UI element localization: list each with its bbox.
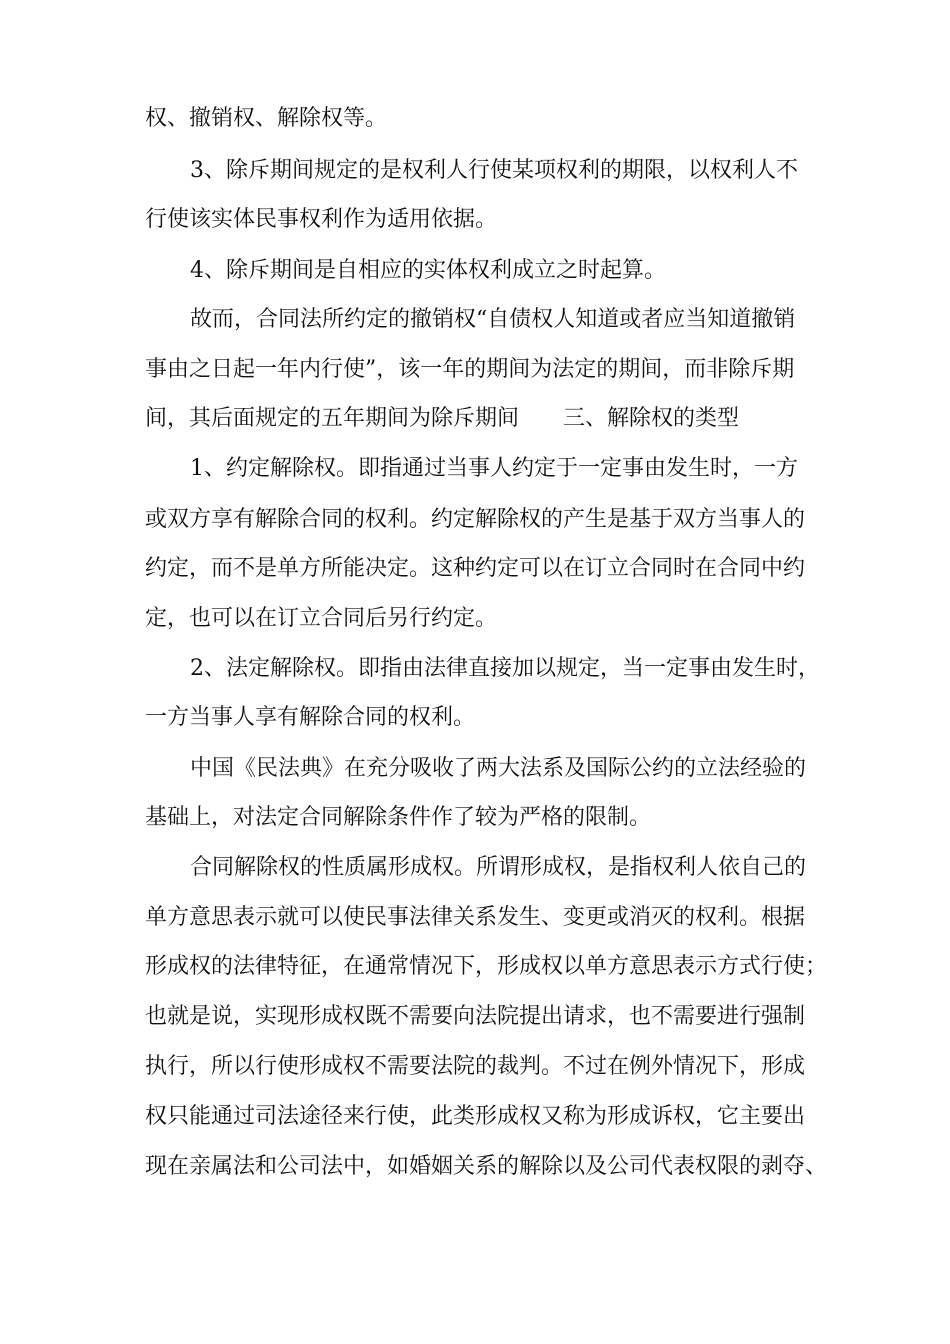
text-line: 事由之日起一年内行使”，该一年的期间为法定的期间，而非除斥期 [145,357,795,382]
text-line: 现在亲属法和公司法中，如婚姻关系的解除以及公司代表权限的剥夺、 [145,1154,828,1179]
text-line [145,404,739,434]
text-line: 定，也可以在订立合同后另行约定。 [145,606,498,631]
text-line: 1、约定解除权。即指通过当事人约定于一定事由发生时，一方 [190,456,798,481]
text-line: 2、法定解除权。即指由法律直接加以规定，当一定事由发生时， [190,656,820,681]
text-line: 形成权的法律特征，在通常情况下，形成权以单方意思表示方式行使； [145,954,828,979]
text-line: 单方意思表示就可以使民事法律关系发生、变更或消灭的权利。根据 [145,905,806,930]
text-line: 也就是说，实现形成权既不需要向法院提出请求，也不需要进行强制 [145,1004,806,1029]
text-line: 行使该实体民事权利作为适用依据。 [145,207,498,232]
text-line: 中国《民法典》在充分吸收了两大法系及国际公约的立法经验的 [190,756,807,781]
text-line: 4、除斥期间是自相应的实体权利成立之时起算。 [190,258,666,283]
text-line: 约定，而不是单方所能决定。这种约定可以在订立合同时在合同中约 [145,556,806,581]
text-line: 合同解除权的性质属形成权。所谓形成权，是指权利人依自己的 [190,855,807,880]
text-line: 权只能通过司法途径来行使，此类形成权又称为形成诉权，它主要出 [145,1104,806,1129]
text-line: 权、撤销权、解除权等。 [145,106,388,131]
section-heading: 三、解除权的类型 [563,406,740,431]
text-line: 基础上，对法定合同解除条件作了较为严格的限制。 [145,805,652,830]
text-line: 一方当事人享有解除合同的权利。 [145,705,476,730]
text-line: 3、除斥期间规定的是权利人行使某项权利的期限，以权利人不 [190,158,798,183]
text-fragment: 间，其后面规定的五年期间为除斥期间 [145,406,520,431]
text-line: 执行，所以行使形成权不需要法院的裁判。不过在例外情况下，形成 [145,1054,806,1079]
text-line: 或双方享有解除合同的权利。约定解除权的产生是基于双方当事人的 [145,507,806,532]
text-line: 故而，合同法所约定的撤销权“自债权人知道或者应当知道撤销 [190,307,796,332]
